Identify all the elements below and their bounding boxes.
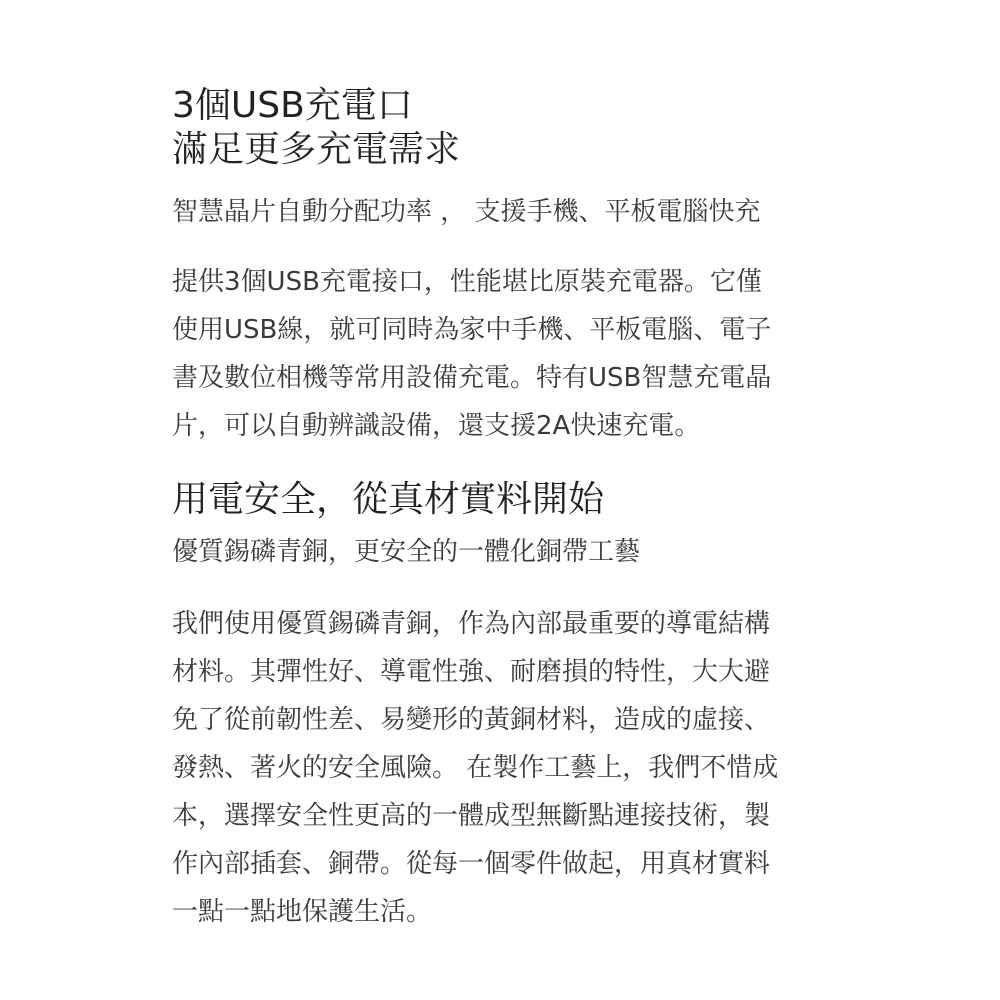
section1-subtitle: 智慧晶片自動分配功率 ， 支援手機、平板電腦快充 [172,197,761,227]
section2-heading [172,478,872,522]
section2-paragraph [172,600,872,936]
section2-paragraph-line: 本，選擇安全性更高的一體成型無斷點連接技術，製 [172,801,771,831]
section1-paragraph-line: 書及數位相機等常用設備充電。特有USB智慧充電晶 [172,363,772,393]
section2-paragraph-line: 作內部插套、銅帶。從每一個零件做起，用真材實料 [172,849,771,879]
section2-subtitle-block [172,536,872,568]
section1-paragraph [172,258,872,450]
section1-paragraph-line: 片，可以自動辨識設備，還支援2A快速充電。 [172,411,701,441]
section1-subtitle-block [172,196,872,228]
section1-paragraph-line: 提供3個USB充電接口，性能堪比原裝充電器。它僅 [172,267,762,297]
section1-paragraph-line: 使用USB線，就可同時為家中手機、平板電腦、電子 [172,315,772,345]
section1-title-line-1: 3個USB充電口 [172,85,413,126]
section1-heading [172,84,872,172]
section2-paragraph-line: 材料。其彈性好、導電性強、耐磨損的特性，大大避 [172,657,771,687]
section2-title: 用電安全，從真材實料開始 [172,479,605,520]
section2-paragraph-line: 發熱、著火的安全風險。 在製作工藝上，我們不惜成 [172,753,779,783]
section1-title-line-2: 滿足更多充電需求 [172,129,461,170]
section2-paragraph-line: 一點一點地保護生活。 [172,897,433,927]
section2-paragraph-line: 我們使用優質錫磷青銅，作為內部最重要的導電結構 [172,609,771,639]
section2-subtitle: 優質錫磷青銅，更安全的一體化銅帶工藝 [172,537,641,567]
section2-paragraph-line: 免了從前韌性差、易變形的黃銅材料，造成的虛接、 [172,705,771,735]
